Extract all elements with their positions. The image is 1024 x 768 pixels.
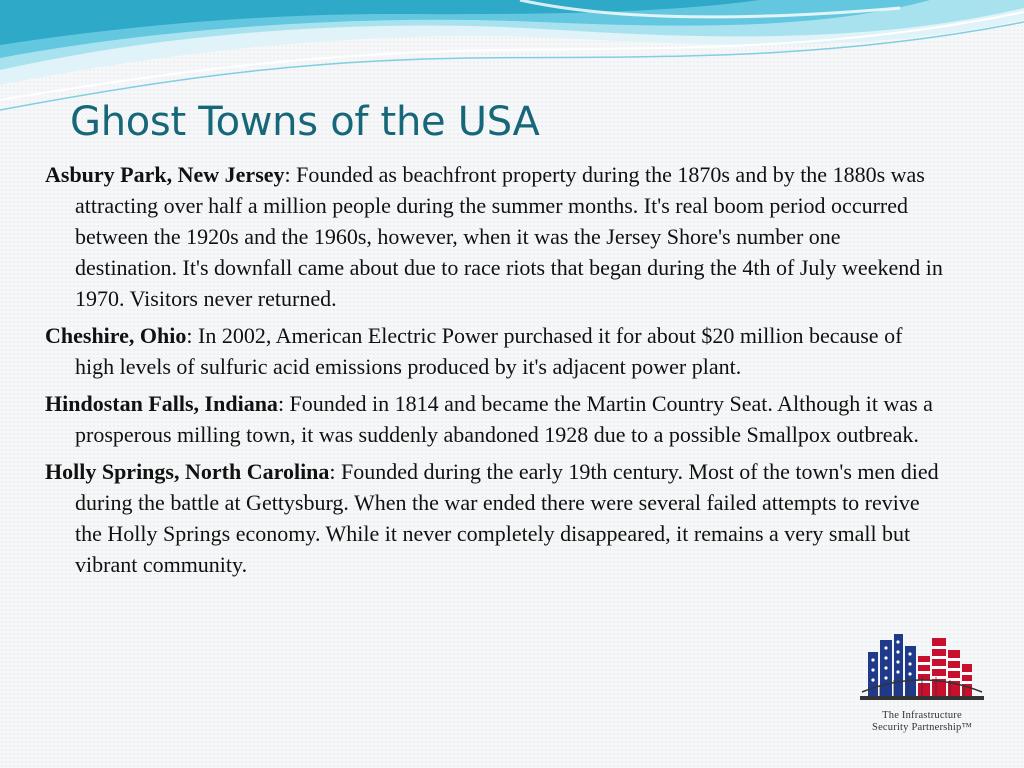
entry-text: : In 2002, American Electric Power purchased it for about $20 million because of high levels of sulfuric acid emissions produced by it's adjacent power plant. <box>75 323 903 379</box>
entry-text: : Founded during the early 19th century. Most of the town's men died during the battle at Gettysburg. When the war ended there were several failed attempts to revive the Holly Springs economy. While it never completely disappeared, it remains a very small but vibrant community. <box>75 459 939 577</box>
entry-holly-springs <box>45 456 945 580</box>
entry-hindostan-falls <box>45 388 945 450</box>
entry-name: Holly Springs, North Carolina <box>45 459 330 484</box>
slide-body <box>45 159 945 586</box>
entry-name: Hindostan Falls, Indiana <box>45 391 278 416</box>
entry-asbury-park <box>45 159 945 314</box>
entry-text: : Founded as beachfront property during the 1870s and by the 1880s was attracting over half a million people during the summer months. It's real boom period occurred between the 1920s and the 1960s, however, when it was the Jersey Shore's number one destination. It's downfall came about due to race riots that began during the 4th of July weekend in 1970. Visitors never returned. <box>75 162 943 311</box>
logo-line-1: The Infrastructure <box>882 710 962 721</box>
logo-line-2: Security Partnership™ <box>872 722 972 733</box>
entry-text: : Founded in 1814 and became the Martin Country Seat. Although it was a prosperous milling town, it was suddenly abandoned 1928 due to a possible Smallpox outbreak. <box>75 391 933 447</box>
entry-cheshire <box>45 320 945 382</box>
entry-name: Cheshire, Ohio <box>45 323 187 348</box>
slide-title: Ghost Towns of the USA <box>70 99 540 145</box>
entry-name: Asbury Park, New Jersey <box>45 162 285 187</box>
skyline-flag-icon <box>860 630 984 706</box>
partnership-logo <box>860 630 984 738</box>
